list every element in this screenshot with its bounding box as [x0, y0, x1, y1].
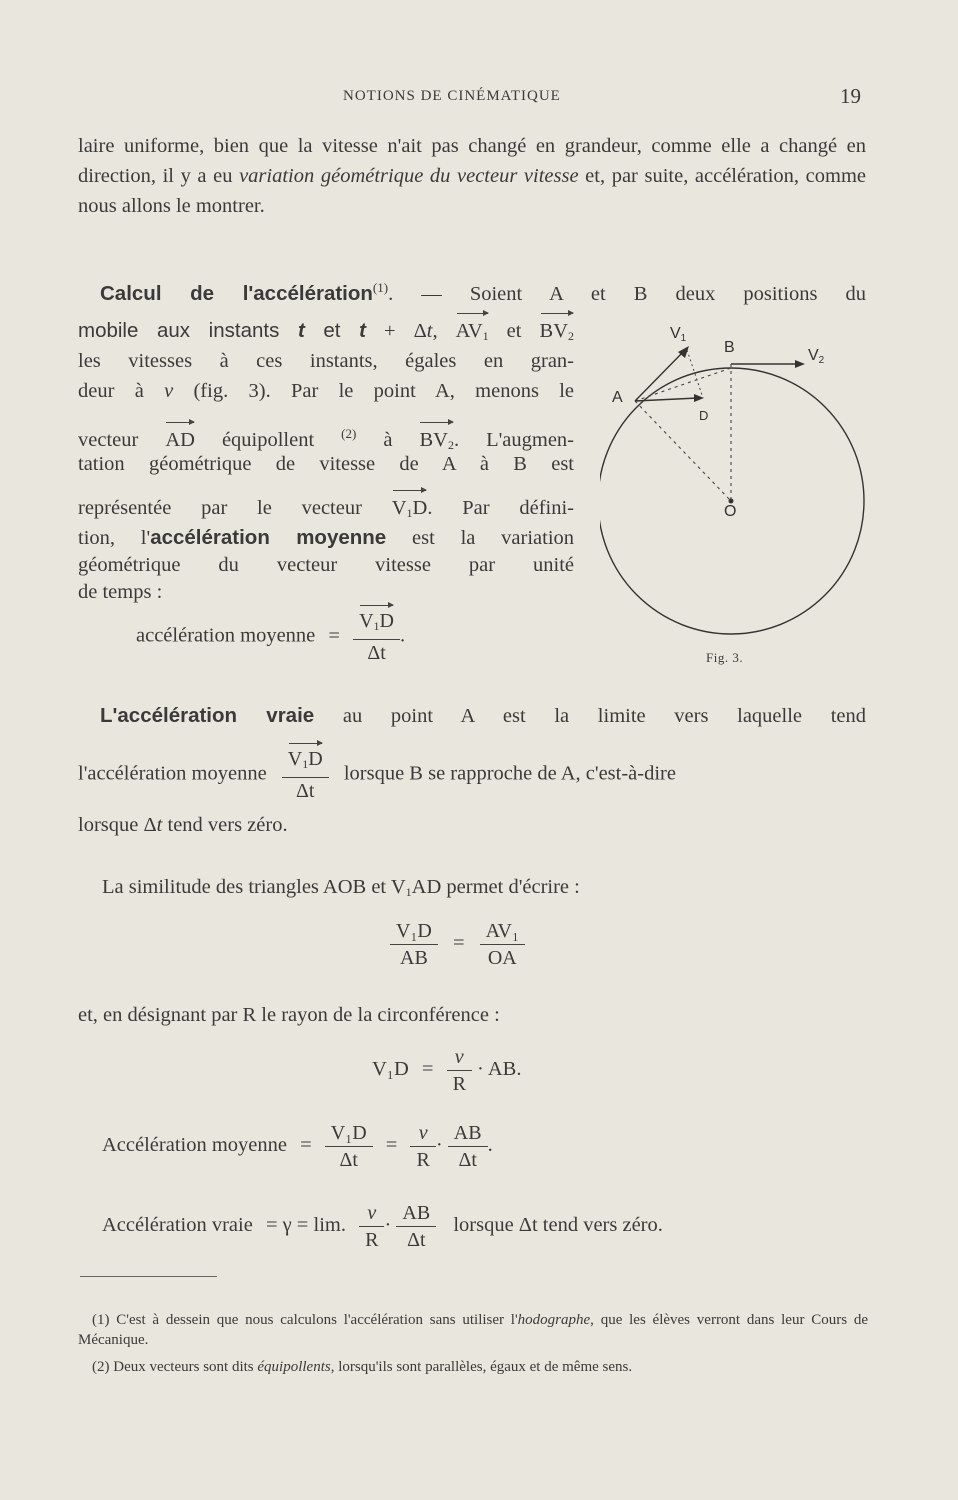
radius-oa: [635, 401, 731, 501]
vraie-line-3: lorsque Δt tend vers zéro.: [78, 814, 288, 836]
rayon-line: et, en désignant par R le rayon de la circonférence :: [78, 1004, 500, 1026]
vector-bv2-arrowhead: [795, 360, 805, 368]
vector-ad: AD: [165, 425, 195, 455]
vector-v1d: $V_1D$: [392, 493, 428, 528]
label-v1: V1: [670, 325, 687, 344]
formula-acceleration-moyenne: accélération moyenne = $\frac{V_1D}{\Delta t}$ .: [136, 610, 406, 664]
acceleration-moyenne-term: accélération moyenne: [150, 526, 387, 549]
calcul-heading: Calcul de l'accélération: [100, 281, 373, 305]
footnote-1: (1) C'est à dessein que nous calculons l'accélération sans utiliser l'hodographe, que les élèves verront dans leur Cours de Mécanique.: [78, 1312, 868, 1348]
label-b: B: [724, 339, 735, 356]
figure-3-diagram: [600, 316, 870, 656]
calcul-heading-line: Calcul de l'accélération$^{(1)}$. — Soient A et B deux positions du: [100, 280, 866, 305]
page-number: 19: [840, 84, 861, 108]
calcul-column: mobile aux instants t et t + Δt, $AV_1$ et $BV_2$ les vitesses à ces instants, égales en gran- deur à v (fig. 3). Par le point A, menons le vecteur AD équipollent $^{(2)}$ à $BV_2$. L'augmen- tation géométrique de vitesse de A à B est représentée par le vecteur $V_1D$. Par défini- tion, l'accélération moyenne est la variation géométrique du vecteur vitesse par unité de temps :: [78, 316, 574, 604]
footnote-rule: [80, 1276, 217, 1277]
acceleration-vraie-term: L'accélération vraie: [100, 704, 315, 727]
page-header: [0, 84, 958, 108]
chord-ab: [635, 368, 731, 401]
running-title: NOTIONS DE CINÉMATIQUE: [343, 88, 561, 104]
formula-rayon: V₁D = $\frac{v}{R}$ · AB.: [372, 1046, 522, 1095]
formula-acceleration-vraie: Accélération vraie = γ = lim. $\frac{v}{R}$ · $\frac{AB}{\Delta t}$ lorsque Δt tend vers zéro.: [102, 1202, 663, 1251]
formula-similitude: $\frac{\text{V₁D}}{AB}$ = $\frac{\text{AV₁}}{OA}$: [390, 918, 525, 971]
label-d: D: [699, 408, 709, 423]
label-v2: V2: [808, 347, 825, 366]
label-a: A: [612, 389, 623, 406]
label-o: O: [724, 503, 737, 520]
vector-bv2: $BV_2$: [540, 316, 574, 351]
footnote-2: (2) Deux vecteurs sont dits équipollents, lorsqu'ils sont parallèles, égaux et de même sens.: [92, 1359, 633, 1375]
vector-av1-line: [635, 350, 685, 401]
similitude-line: La similitude des triangles AOB et $V_1AD$ permet d'écrire :: [102, 876, 580, 899]
vector-av1: $AV_1$: [456, 316, 489, 351]
vector-bv2-2: $BV_2$: [419, 425, 453, 460]
vraie-line-2: l'accélération moyenne $\frac{V_1D}{\Delta t}$ lorsque B se rapproche de A, c'est-à-dire: [78, 748, 676, 802]
formula-acceleration-moyenne-2: Accélération moyenne = $\frac{\text{V₁D}}{\Delta t}$ = $\frac{v}{R}$ · $\frac{AB}{\Delta t}$ .: [102, 1122, 493, 1171]
intro-italic-term: variation géométrique du vecteur vitesse: [239, 165, 579, 187]
figure-caption: Fig. 3.: [706, 650, 744, 665]
intro-paragraph: laire uniforme, bien que la vitesse n'ait pas changé en grandeur, comme elle a changé en direction, il y a eu variation géométrique du vecteur vitesse et, par suite, accélération, comme nous allons le montrer.: [78, 135, 866, 217]
vraie-line-1: L'accélération vraie au point A est la limite vers laquelle tend: [100, 704, 866, 727]
